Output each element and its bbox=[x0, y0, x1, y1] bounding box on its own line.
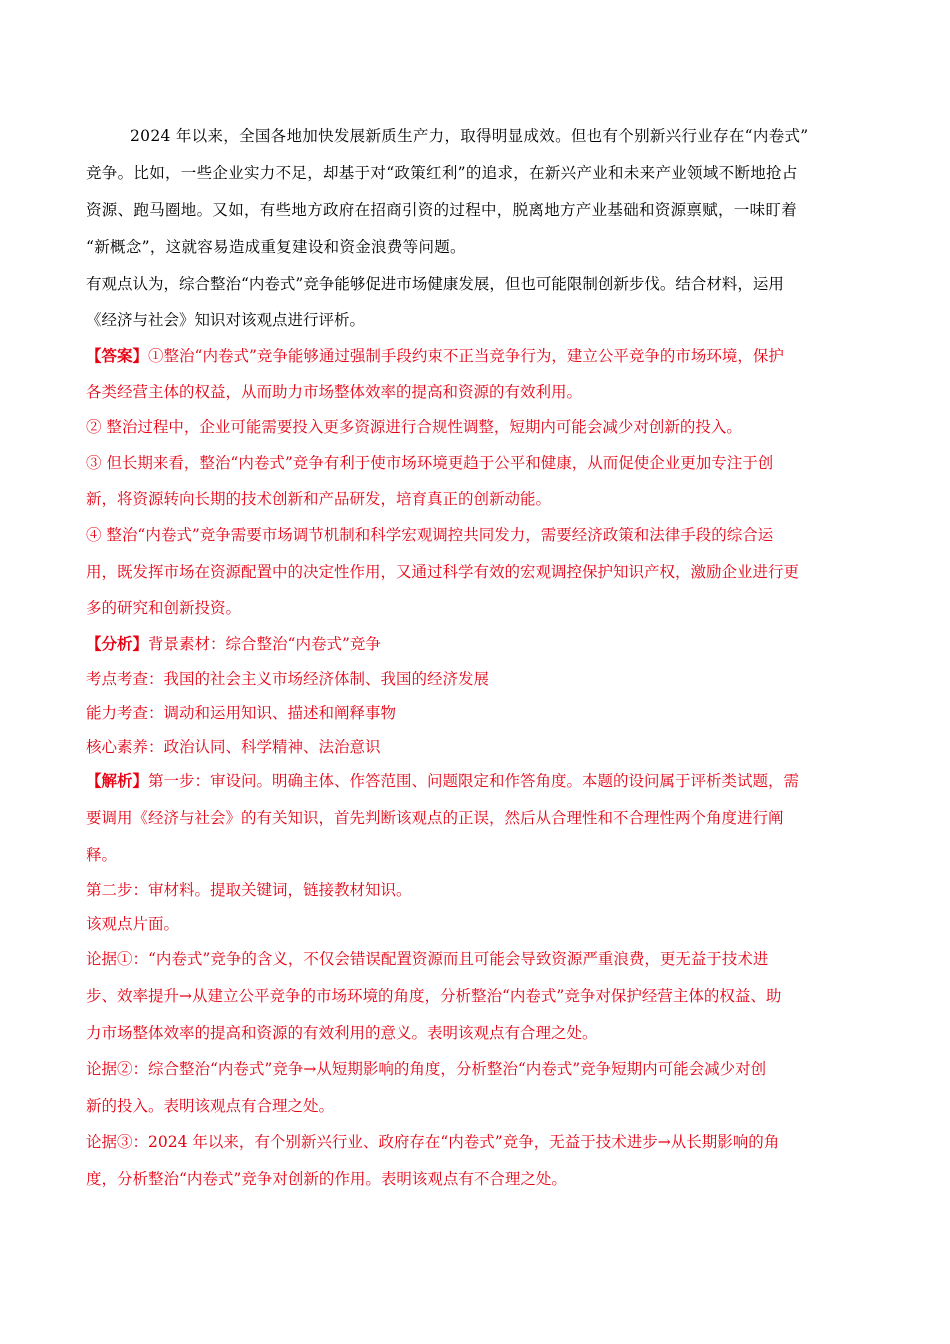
explanation-tag: 【解析】 bbox=[86, 771, 149, 790]
answer-line: ② 整治过程中，企业可能需要投入更多资源进行合规性调整，短期内可能会减少对创新的投入。 bbox=[86, 418, 742, 436]
explanation-line: 论据①：“内卷式”竞争的含义，不仅会错误配置资源而且可能会导致资源严重浪费，更无益于技术进 bbox=[86, 950, 769, 968]
explanation-line: 释。 bbox=[86, 846, 118, 864]
analysis-line: 能力考查：调动和运用知识、描述和阐释事物 bbox=[86, 704, 397, 722]
explanation-line: 要调用《经济与社会》的有关知识，首先判断该观点的正误，然后从合理性和不合理性两个角度进行阐 bbox=[86, 809, 784, 827]
answer-line: 各类经营主体的权益，从而助力市场整体效率的提高和资源的有效利用。 bbox=[86, 383, 583, 401]
question-line: 有观点认为，综合整治“内卷式”竞争能够促进市场健康发展，但也可能限制创新步伐。结合材料，运用 bbox=[86, 275, 784, 293]
material-line: 资源、跑马圈地。又如，有些地方政府在招商引资的过程中，脱离地方产业基础和资源禀赋，一味盯着 bbox=[86, 201, 798, 219]
analysis-line: 核心素养：政治认同、科学精神、法治意识 bbox=[86, 738, 381, 756]
explanation-line: 步、效率提升→从建立公平竞争的市场环境的角度，分析整治“内卷式”竞争对保护经营主体的权益、助 bbox=[86, 987, 782, 1005]
explanation-line: 度，分析整治“内卷式”竞争对创新的作用。表明该观点有不合理之处。 bbox=[86, 1170, 567, 1188]
material-line: 竞争。比如，一些企业实力不足，却基于对“政策红利”的追求，在新兴产业和未来产业领域不断地抢占 bbox=[86, 164, 798, 182]
explanation-text: 第一步：审设问。明确主体、作答范围、问题限定和作答角度。本题的设问属于评析类试题，需 bbox=[148, 772, 800, 790]
explanation-line: 新的投入。表明该观点有合理之处。 bbox=[86, 1097, 335, 1115]
question-line: 《经济与社会》知识对该观点进行评析。 bbox=[86, 311, 366, 329]
analysis-tag: 【分析】 bbox=[86, 634, 149, 653]
explanation-line: 该观点片面。 bbox=[86, 915, 180, 933]
analysis-line: 考点考查：我国的社会主义市场经济体制、我国的经济发展 bbox=[86, 670, 490, 688]
explanation-line: 第二步：审材料。提取关键词，链接教材知识。 bbox=[86, 881, 412, 899]
answer-line bbox=[86, 345, 876, 367]
explanation-line: 论据③：2024 年以来，有个别新兴行业、政府存在“内卷式”竞争，无益于技术进步→从长期影响的角 bbox=[86, 1133, 780, 1151]
answer-line: 多的研究和创新投资。 bbox=[86, 599, 242, 617]
answer-text: ①整治“内卷式”竞争能够通过强制手段约束不正当竞争行为，建立公平竞争的市场环境，保护 bbox=[148, 347, 784, 365]
answer-line: 新，将资源转向长期的技术创新和产品研发，培育真正的创新动能。 bbox=[86, 490, 552, 508]
answer-line: ③ 但长期来看，整治“内卷式”竞争有利于使市场环境更趋于公平和健康，从而促使企业更加专注于创 bbox=[86, 454, 774, 472]
explanation-line: 力市场整体效率的提高和资源的有效利用的意义。表明该观点有合理之处。 bbox=[86, 1024, 598, 1042]
answer-tag: 【答案】 bbox=[86, 346, 149, 365]
material-line: 2024 年以来，全国各地加快发展新质生产力，取得明显成效。但也有个别新兴行业存在“内卷式” bbox=[130, 127, 809, 145]
explanation-line bbox=[86, 770, 876, 792]
explanation-line: 论据②：综合整治“内卷式”竞争→从短期影响的角度，分析整治“内卷式”竞争短期内可能会减少对创 bbox=[86, 1060, 767, 1078]
answer-line: ④ 整治“内卷式”竞争需要市场调节机制和科学宏观调控共同发力，需要经济政策和法律手段的综合运 bbox=[86, 526, 774, 544]
analysis-line bbox=[86, 633, 876, 655]
material-line: “新概念”，这就容易造成重复建设和资金浪费等问题。 bbox=[86, 238, 466, 256]
analysis-text: 背景素材：综合整治“内卷式”竞争 bbox=[148, 635, 381, 653]
answer-line: 用，既发挥市场在资源配置中的决定性作用，又通过科学有效的宏观调控保护知识产权，激励企业进行更 bbox=[86, 563, 800, 581]
